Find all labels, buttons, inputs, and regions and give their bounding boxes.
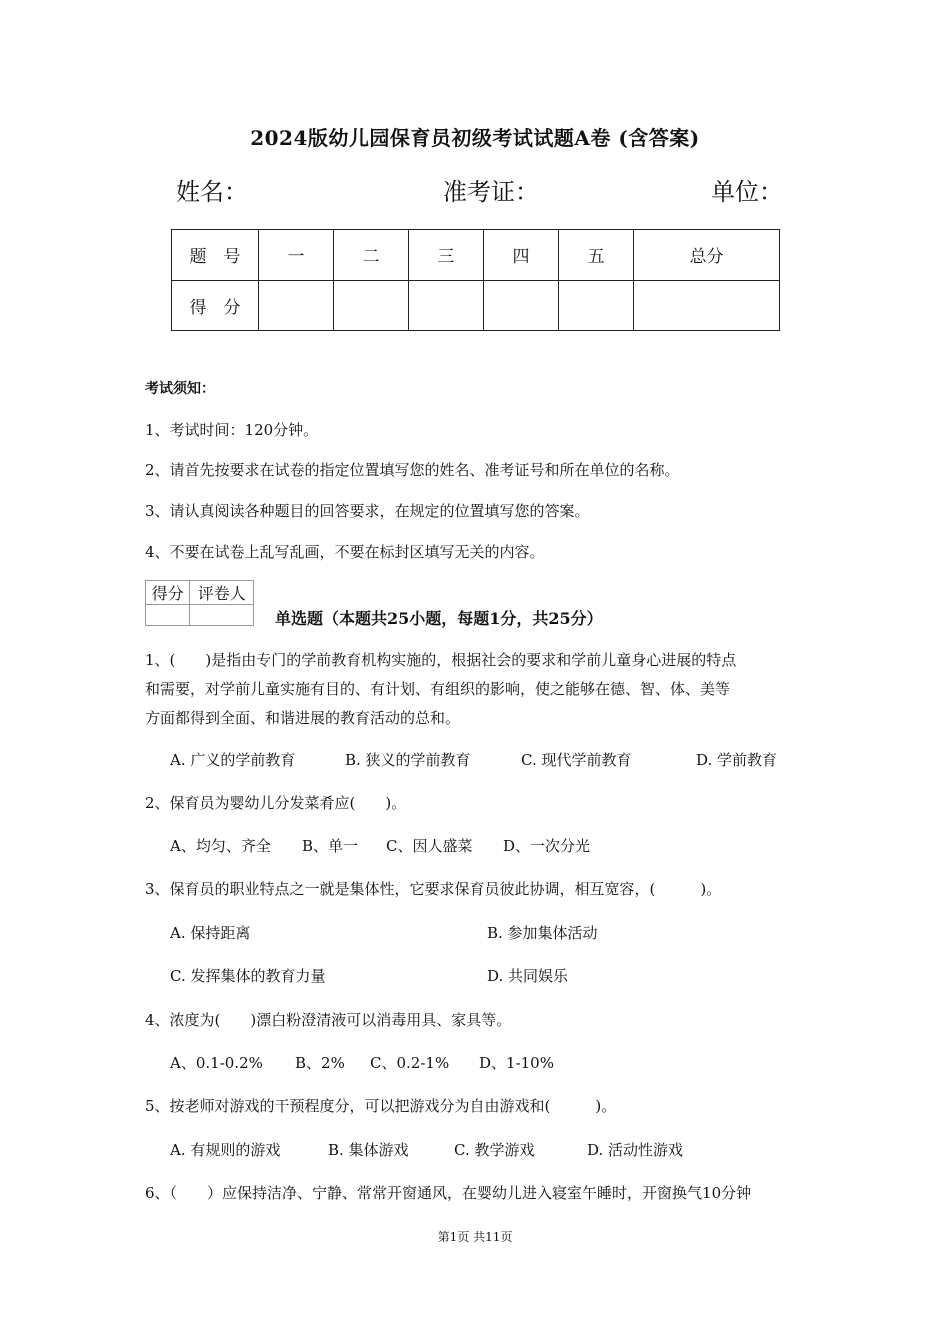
question-5-option-a: A. 有规则的游戏 — [170, 1141, 281, 1159]
question-1-option-b: B. 狭义的学前教育 — [345, 751, 471, 769]
question-1-line: 1、( )是指由专门的学前教育机构实施的，根据社会的要求和学前儿童身心进展的特点 — [145, 651, 737, 669]
question-2-option-d: D、一次分光 — [503, 837, 591, 855]
question-2-text: 2、保育员为婴幼儿分发菜肴应( )。 — [145, 794, 407, 812]
exam-id-field-label: 准考证： — [443, 178, 539, 206]
question-4-option-c: C、0.2-1% — [370, 1054, 450, 1072]
score-table-score-row — [172, 280, 780, 331]
question-5-text: 5、按老师对游戏的干预程度分，可以把游戏分为自由游戏和( )。 — [145, 1097, 617, 1115]
question-5-option-d: D. 活动性游戏 — [587, 1141, 684, 1159]
question-4-option-d: D、1-10% — [479, 1054, 554, 1072]
question-5-option-c: C. 教学游戏 — [454, 1141, 535, 1159]
section-title: 单选题（本题共25小题，每题1分，共25分） — [275, 609, 603, 628]
score-cell — [259, 280, 334, 331]
score-cell — [484, 280, 559, 331]
question-3-option-c: C. 发挥集体的教育力量 — [170, 967, 326, 985]
score-table-header-row — [172, 230, 780, 281]
question-4-option-b: B、2% — [295, 1054, 345, 1072]
notice-heading: 考试须知： — [145, 381, 215, 397]
question-5-option-b: B. 集体游戏 — [328, 1141, 409, 1159]
grader-score-label: 得分 — [146, 581, 190, 605]
notice-item: 4、不要在试卷上乱写乱画，不要在标封区填写无关的内容。 — [145, 543, 545, 561]
score-cell — [559, 280, 634, 331]
score-cell — [634, 280, 780, 331]
score-table-header-cell: 一 — [259, 230, 334, 281]
name-field-label: 姓名： — [176, 178, 248, 206]
question-6-text: 6、（ ）应保持洁净、宁静、常常开窗通风，在婴幼儿进入寝室午睡时，开窗换气10分钟 — [145, 1184, 752, 1202]
score-table — [171, 229, 780, 331]
question-3-option-d: D. 共同娱乐 — [487, 967, 569, 985]
notice-item: 2、请首先按要求在试卷的指定位置填写您的姓名、准考证号和所在单位的名称。 — [145, 461, 680, 479]
grader-reviewer-label: 评卷人 — [190, 581, 254, 605]
score-table-header-cell: 题 号 — [172, 230, 259, 281]
question-1-option-c: C. 现代学前教育 — [521, 751, 632, 769]
grader-reviewer-cell — [190, 605, 254, 626]
score-table-header-cell: 五 — [559, 230, 634, 281]
question-2-option-b: B、单一 — [302, 837, 359, 855]
question-1-line: 方面都得到全面、和谐进展的教育活动的总和。 — [145, 709, 461, 727]
score-table-header-cell: 三 — [409, 230, 484, 281]
question-1-line: 和需要，对学前儿童实施有目的、有计划、有组织的影响，使之能够在德、智、体、美等 — [145, 680, 731, 698]
grader-table — [145, 580, 254, 626]
unit-field-label: 单位： — [711, 178, 783, 206]
score-table-header-cell: 总分 — [634, 230, 780, 281]
question-3-option-a: A. 保持距离 — [170, 924, 251, 942]
question-2-option-c: C、因人盛菜 — [386, 837, 473, 855]
page-footer: 第1页 共11页 — [437, 1230, 513, 1244]
question-1-option-d: D. 学前教育 — [696, 751, 778, 769]
question-4-text: 4、浓度为( )漂白粉澄清液可以消毒用具、家具等。 — [145, 1011, 512, 1029]
grader-score-cell — [146, 605, 190, 626]
score-cell — [409, 280, 484, 331]
score-table-header-cell: 四 — [484, 230, 559, 281]
question-2-option-a: A、均匀、齐全 — [170, 837, 271, 855]
page-title: 2024版幼儿园保育员初级考试试题A卷 (含答案) — [250, 126, 700, 150]
score-row-label: 得 分 — [172, 280, 259, 331]
notice-item: 3、请认真阅读各种题目的回答要求，在规定的位置填写您的答案。 — [145, 502, 590, 520]
question-3-text: 3、保育员的职业特点之一就是集体性，它要求保育员彼此协调，相互宽容，( )。 — [145, 880, 722, 898]
question-3-option-b: B. 参加集体活动 — [487, 924, 598, 942]
score-table-header-cell: 二 — [334, 230, 409, 281]
question-4-option-a: A、0.1-0.2% — [170, 1054, 263, 1072]
score-cell — [334, 280, 409, 331]
notice-item: 1、考试时间：120分钟。 — [145, 421, 319, 439]
question-1-option-a: A. 广义的学前教育 — [170, 751, 296, 769]
